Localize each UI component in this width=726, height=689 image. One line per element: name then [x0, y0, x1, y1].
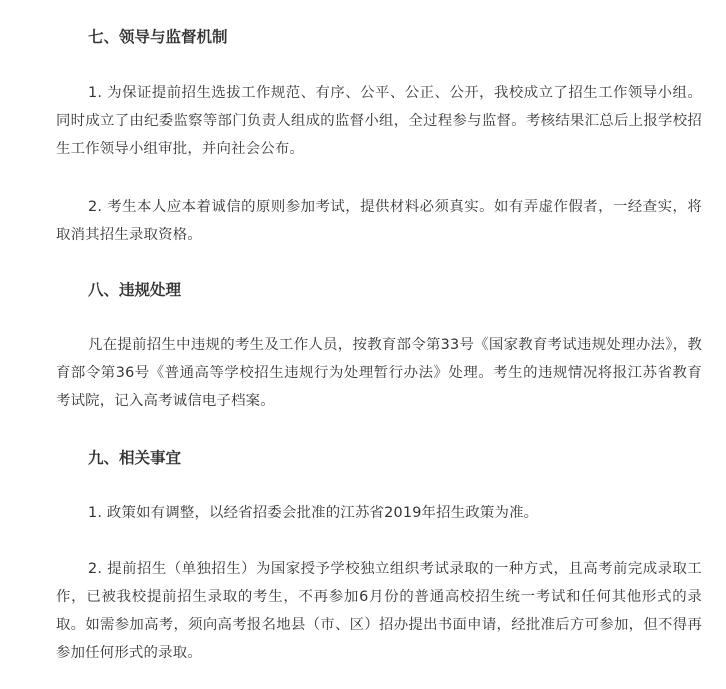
paragraph-leadership-1: 1. 为保证提前招生选拔工作规范、有序、公平、公正、公开，我校成立了招生工作领导小组。同时成立了由纪委监察等部门负责人组成的监督小组，全过程参与监督。考核结果汇总后上报学校招生工作领导小组审批，并向社会公布。 [56, 85, 702, 157]
section-heading-related-matters: 九、相关事宜 [88, 449, 182, 467]
section-heading-leadership: 七、领导与监督机制 [88, 28, 228, 46]
paragraph-related-1: 1. 政策如有调整，以经省招委会批准的江苏省2019年招生政策为准。 [88, 505, 539, 521]
paragraph-leadership-2: 2. 考生本人应本着诚信的原则参加考试，提供材料必须真实。如有弄虚作假者，一经查实，将取消其招生录取资格。 [56, 199, 702, 243]
paragraph-violations-1: 凡在提前招生中违规的考生及工作人员，按教育部令第33号《国家教育考试违规处理办法》，教育部令第36号《普通高等学校招生违规行为处理暂行办法》处理。考生的违规情况将报江苏省教育考试院，记入高考诚信电子档案。 [56, 337, 702, 409]
section-heading-violations: 八、违规处理 [88, 281, 182, 299]
paragraph-related-2: 2. 提前招生（单独招生）为国家授予学校独立组织考试录取的一种方式，且高考前完成录取工作，已被我校提前招生录取的考生，不再参加6月份的普通高校招生统一考试和任何其他形式的录取。如需参加高考，须向高考报名地县（市、区）招办提出书面申请，经批准后方可参加，但不得再参加任何形式的录取。 [56, 561, 702, 661]
